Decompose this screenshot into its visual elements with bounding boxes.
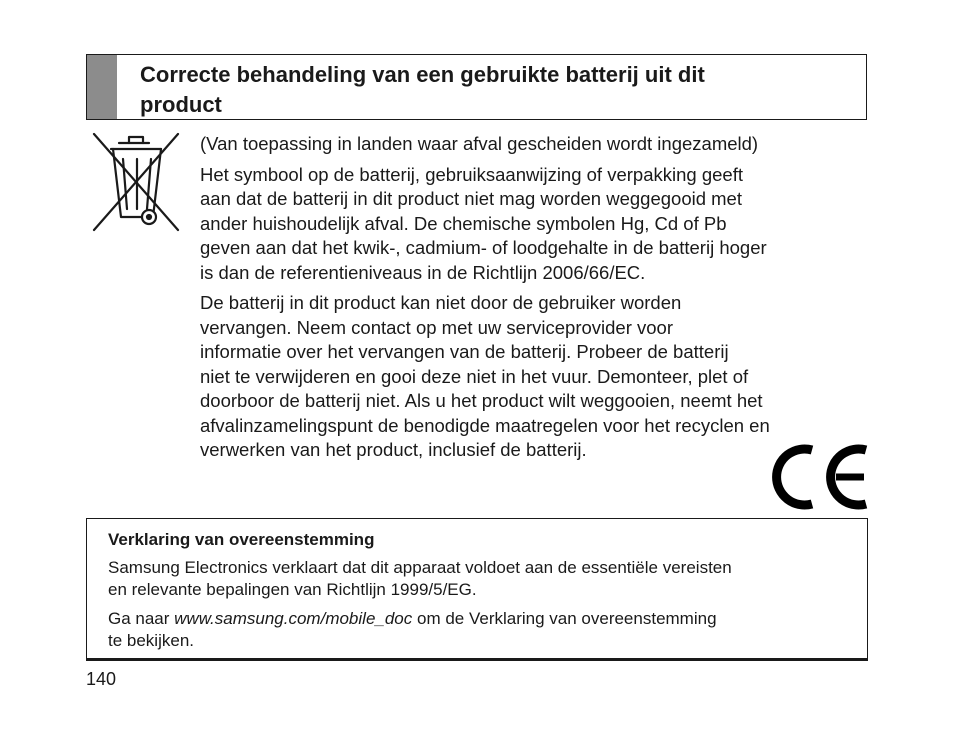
declaration-text: Samsung Electronics verklaart dat dit apparaat voldoet aan de essentiële vereisten en relevante bepalingen van Richtlijn 1999/5/EG. — [108, 558, 732, 599]
section-title-box — [86, 54, 867, 120]
page-number: 140 — [86, 669, 117, 689]
declaration-heading: Verklaring van overeenstemming — [108, 530, 375, 549]
applicability-note: (Van toepassing in landen waar afval gescheiden wordt ingezameld) — [200, 133, 759, 154]
ce-mark-icon — [770, 442, 870, 512]
crossed-out-wheelie-bin-icon — [91, 131, 181, 233]
declaration-goto — [108, 608, 853, 652]
battery-replacement-paragraph: De batterij in dit product kan niet door de gebruiker worden vervangen. Neem contact op met uw serviceprovider voor informatie over het vervangen van de batterij. Probeer de batterij niet te verwijderen en gooi deze niet in het vuur. Demonteer, plet of doorboor de batterij niet. Als u het product wilt weggooien, neemt het afvalinzamelingspunt de benodigde maatregelen voor het recyclen en verwerken van het product, inclusief de batterij. — [200, 292, 770, 460]
section-title-line-2: product — [140, 92, 222, 117]
declaration-url-link[interactable]: www.samsung.com/mobile_doc — [174, 609, 413, 628]
battery-symbol-paragraph: Het symbool op de batterij, gebruiksaanwijzing of verpakking geeft aan dat de batterij in dit product niet mag worden weggegooid met ander huishoudelijk afval. De chemische symbolen Hg, Cd of Pb geven aan dat het kwik-, cadmium- of loodgehalte in de batterij hoger is dan de referentieniveaus in de Richtlijn 2006/66/EC. — [200, 163, 767, 283]
goto-suffix: om de Verklaring van overeenstemming te bekijken. — [108, 609, 717, 650]
body-text — [200, 132, 860, 469]
title-accent-bar — [87, 55, 117, 119]
goto-prefix: Ga naar — [108, 609, 175, 628]
section-title — [140, 60, 840, 120]
declaration-box — [86, 518, 868, 661]
section-title-line-1: Correcte behandeling van een gebruikte batterij uit dit — [140, 62, 705, 87]
